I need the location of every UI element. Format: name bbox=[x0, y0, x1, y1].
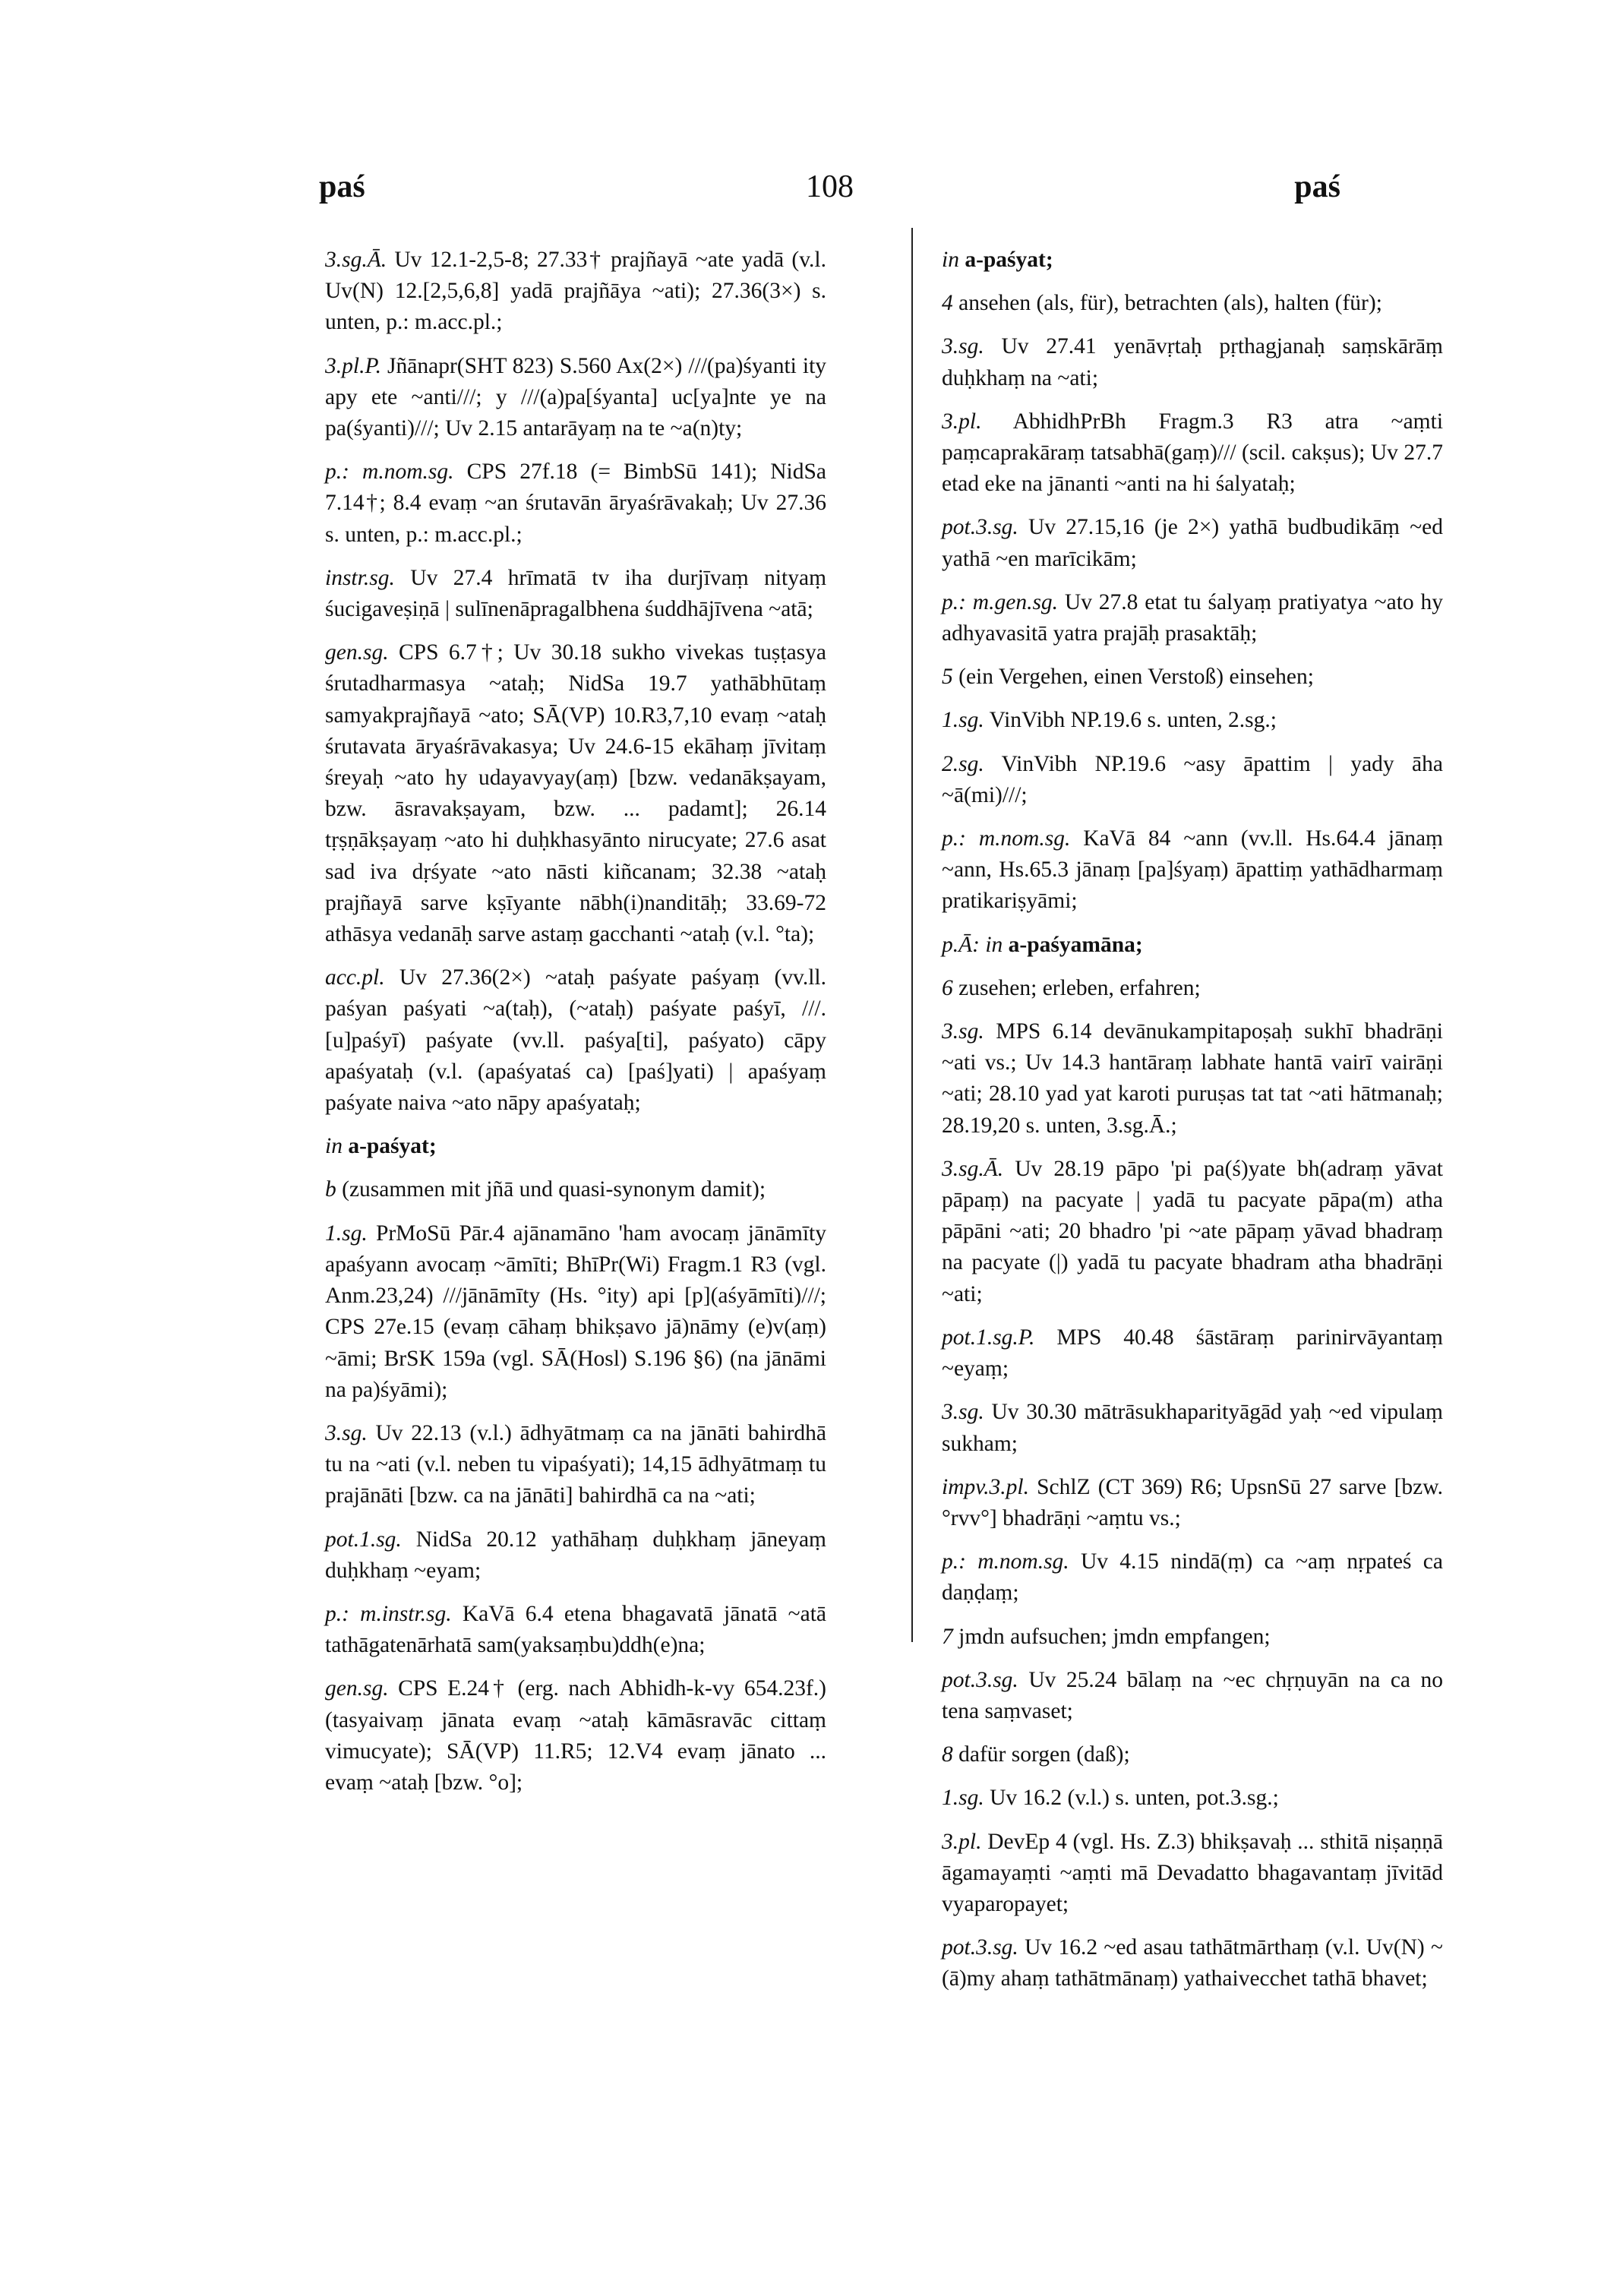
entry-text: Uv 4.15 nindā(ṃ) ca ~aṃ nṛpateś ca daṇḍaṃ; bbox=[942, 1549, 1443, 1606]
dictionary-entry bbox=[325, 1673, 826, 1799]
dictionary-entry bbox=[942, 1322, 1443, 1385]
entry-text: Uv 27.4 hrīmatā tv iha durjīvaṃ nityaṃ śucigaveṣiṇā | sulīnenāpragalbhena śuddhājīvena ~atā; bbox=[325, 565, 827, 622]
entry-label: 3.pl. bbox=[942, 1829, 982, 1854]
entry-text: CPS 27f.18 (= BimbSū 141); NidSa 7.14†; 8.4 evaṃ ~an śrutavān āryaśrāvakaḥ; Uv 27.36 s. unten, p.: m.acc.pl.; bbox=[325, 460, 826, 547]
entry-text: Jñānapr(SHT 823) S.560 Ax(2×) ///(pa)śyanti ity apy ete ~anti///; y ///(a)pa[śyanta] uc[ya]nte ye na pa(śyanti)///; Uv 2.15 antarāyaṃ na te ~a(n)ty; bbox=[325, 353, 827, 441]
entry-label: b bbox=[325, 1177, 336, 1202]
dictionary-entry bbox=[942, 1783, 1443, 1814]
dictionary-entry bbox=[325, 1174, 826, 1205]
dictionary-entry bbox=[325, 351, 826, 445]
entry-text: DevEp 4 (vgl. Hs. Z.3) bhikṣavaḥ ... sthitā niṣaṇṇā āgamayaṃti ~aṃti mā Devadatto bhagavantaṃ jīvitād vyaparopayet; bbox=[942, 1829, 1444, 1916]
entry-text: CPS E.24† (erg. nach Abhidh-k-vy 654.23f.) (tasyaivaṃ jānata evaṃ ~ataḥ kāmāsravāc cittaṃ vimucyate); SĀ(VP) 11.R5; 12.V4 evaṃ jānato ... evaṃ ~ataḥ [bzw. °o]; bbox=[325, 1676, 826, 1795]
entry-label: instr.sg. bbox=[325, 565, 395, 590]
column-divider bbox=[911, 228, 913, 1642]
dictionary-entry bbox=[942, 288, 1443, 319]
entry-label: 6 bbox=[942, 975, 953, 1000]
entry-text: NidSa 20.12 yathāhaṃ duḥkhaṃ jāneyaṃ duḥkhaṃ ~eyam; bbox=[325, 1527, 826, 1583]
entry-text: jmdn aufsuchen; jmdn empfangen; bbox=[958, 1624, 1271, 1649]
dictionary-entry bbox=[325, 1218, 826, 1406]
entry-label: 3.pl. bbox=[942, 409, 982, 434]
dictionary-entry bbox=[942, 1472, 1443, 1534]
right-column bbox=[942, 245, 1443, 2007]
page-number: 108 bbox=[806, 169, 854, 204]
entry-text: Uv 27.36(2×) ~ataḥ paśyate paśyaṃ (vv.ll. paśyan paśyati ~a(taḥ), (~ataḥ) paśyate paśyī, ///.[u]paśyī) paśyate (vv.ll. paśya[ti], paśyato) cāpy apaśyataḥ (v.l. (apaśyataś ca) [paś]yati) | apaśyaṃ paśyate naiva ~ato nāpy apaśyataḥ; bbox=[325, 965, 826, 1116]
entry-text: MPS 6.14 devānukampitapoṣaḥ sukhī bhadrāṇi ~ati vs.; Uv 14.3 hantāraṃ labhate hantā vairī vairāṇi ~ati; 28.10 yad yat karoti puruṣas tat tat ~ati hātmanaḥ; 28.19,20 s. unten, 3.sg.Ā.; bbox=[942, 1019, 1443, 1138]
dictionary-entry bbox=[942, 1622, 1443, 1653]
entry-label: p.: m.nom.sg. bbox=[942, 1549, 1069, 1574]
entry-text: Uv 27.15,16 (je 2×) yathā budbudikāṃ ~ed yathā ~en marīcikām; bbox=[942, 515, 1443, 571]
entry-label: p.: m.nom.sg. bbox=[325, 460, 454, 485]
dictionary-entry bbox=[942, 1154, 1443, 1310]
entry-label: 3.sg. bbox=[942, 1019, 984, 1044]
entry-text: CPS 6.7†; Uv 30.18 sukho vivekas tuṣṭasya śrutadharmasya ~ataḥ; NidSa 19.7 yathābhūtaṃ samyakprajñayā ~ato; SĀ(VP) 10.R3,7,10 evaṃ ~ataḥ śrutavata āryaśrāvakasya; Uv 24.6-15 ekāhaṃ jīvitaṃ śreyaḥ ~ato hy udayavyay(aṃ) [bzw. vedanākṣayam, bzw. āsravakṣayam, bzw. ... padamt]; 26.14 tṛṣṇākṣayaṃ ~ato hi duḥkhasyānto nirucyate; 27.6 asat sad iva dṛśyate ~ato nāsti kiñcanam; 32.38 ~ataḥ prajñayā sarve kṣīyante nābh(i)nanditāḥ; 33.69-72 athāsya vedanāḥ sarve astaṃ gacchanti ~ataḥ (v.l. °ta); bbox=[325, 640, 826, 947]
entry-text: (zusammen mit jñā und quasi-synonym damit); bbox=[342, 1177, 766, 1202]
entry-text: Uv 16.2 ~ed asau tathātmārthaṃ (v.l. Uv(N) ~(ā)my ahaṃ tathātmānaṃ) yathaivecchet tathā bhavet; bbox=[942, 1935, 1444, 1991]
entry-text: dafür sorgen (daß); bbox=[958, 1742, 1130, 1767]
entry-text: a-paśyat; bbox=[965, 248, 1053, 272]
entry-text: Uv 27.8 etat tu śalyaṃ pratiyatya ~ato hy adhyavasitā yatra prajāḥ prasaktāḥ; bbox=[942, 589, 1443, 646]
dictionary-entry bbox=[942, 705, 1443, 736]
dictionary-entry bbox=[942, 1397, 1443, 1459]
entry-label: in bbox=[942, 248, 959, 272]
entry-label: gen.sg. bbox=[325, 1676, 389, 1701]
entry-label: in bbox=[325, 1134, 343, 1159]
entry-label: 5 bbox=[942, 665, 953, 690]
dictionary-entry bbox=[942, 1016, 1443, 1142]
entry-label: 1.sg. bbox=[942, 1786, 984, 1811]
dictionary-entry bbox=[942, 1739, 1443, 1770]
entry-label: pot.1.sg.P. bbox=[942, 1325, 1035, 1350]
entry-text: Uv 22.13 (v.l.) ādhyātmaṃ ca na jānāti bahirdhā tu na ~ati (v.l. neben tu vipaśyati); 14,15 ādhyātmaṃ tu prajānāti [bzw. ca na jānāti] bahirdhā ca na ~ati; bbox=[325, 1420, 827, 1508]
entry-text: Uv 27.41 yenāvṛtaḥ pṛthagjanaḥ saṃskārāṃ duḥkhaṃ na ~ati; bbox=[942, 334, 1443, 390]
dictionary-entry bbox=[325, 563, 826, 625]
entry-label: p.: m.gen.sg. bbox=[942, 589, 1059, 614]
entry-text: PrMoSū Pār.4 ajānamāno 'ham avocaṃ jānāmīty apaśyann avocaṃ ~āmīti; BhīPr(Wi) Fragm.1 R3 (vgl. Anm.23,24) ///jānāmīty (Hs. °ity) api [p](aśyāmīti)///; CPS 27e.15 (evaṃ cāhaṃ bhikṣavo jā)nāmy (e)v(aṃ) ~āmi; BrSK 159a (vgl. SĀ(Hosl) S.196 §6) (na jānāmi na pa)śyāmi); bbox=[325, 1221, 827, 1402]
dictionary-entry bbox=[942, 823, 1443, 917]
entry-label: 3.sg.Ā. bbox=[325, 248, 387, 272]
page-header bbox=[319, 169, 1340, 207]
entry-text: VinVibh NP.19.6 ~asy āpattim | yady āha ~ā(mi)///; bbox=[942, 751, 1443, 807]
entry-label: 3.sg. bbox=[942, 334, 984, 359]
entry-label: 7 bbox=[942, 1624, 953, 1649]
entry-text: KaVā 6.4 etena bhagavatā jānatā ~atā tathāgatenārhatā sam(yaksaṃbu)ddh(e)na; bbox=[325, 1601, 826, 1658]
dictionary-entry bbox=[325, 456, 826, 551]
entry-label: p.Ā: in bbox=[942, 932, 1003, 957]
entry-text: VinVibh NP.19.6 s. unten, 2.sg.; bbox=[989, 708, 1277, 733]
entry-text: (ein Vergehen, einen Verstoß) einsehen; bbox=[958, 665, 1314, 690]
entry-label: pot.3.sg. bbox=[942, 1667, 1018, 1692]
dictionary-entry bbox=[325, 245, 826, 339]
header-right-headword: paś bbox=[1294, 169, 1340, 204]
dictionary-entry bbox=[325, 962, 826, 1119]
dictionary-entry bbox=[942, 662, 1443, 693]
entry-label: 3.sg.Ā. bbox=[942, 1156, 1004, 1181]
left-column bbox=[325, 245, 826, 1811]
entry-text: ansehen (als, für), betrachten (als), halten (für); bbox=[958, 291, 1382, 316]
entry-text: Uv 12.1-2,5-8; 27.33† prajñayā ~ate yadā (v.l. Uv(N) 12.[2,5,6,8] yadā prajñāya ~ati); 27.36(3×) s. unten, p.: m.acc.pl.; bbox=[325, 248, 826, 335]
dictionary-entry bbox=[942, 1827, 1443, 1921]
entry-label: acc.pl. bbox=[325, 965, 385, 990]
entry-label: pot.3.sg. bbox=[942, 515, 1018, 540]
entry-label: 1.sg. bbox=[942, 708, 984, 733]
dictionary-entry bbox=[942, 1546, 1443, 1609]
dictionary-entry bbox=[942, 1932, 1443, 1994]
entry-label: 3.sg. bbox=[942, 1400, 984, 1425]
dictionary-entry bbox=[325, 1418, 826, 1512]
entry-text: KaVā 84 ~ann (vv.ll. Hs.64.4 jānaṃ ~ann, Hs.65.3 jānaṃ [pa]śyaṃ) āpattiṃ yathādharmaṃ pratikariṣyāmi; bbox=[942, 826, 1444, 914]
dictionary-entry bbox=[942, 587, 1443, 649]
entry-label: pot.3.sg. bbox=[942, 1935, 1018, 1960]
entry-text: Uv 30.30 mātrāsukhaparityāgād yaḥ ~ed vipulaṃ sukham; bbox=[942, 1400, 1444, 1456]
entry-label: pot.1.sg. bbox=[325, 1527, 402, 1552]
entry-text: zusehen; erleben, erfahren; bbox=[958, 975, 1201, 1000]
entry-text: Uv 25.24 bālaṃ na ~ec chṛṇuyān na ca no tena saṃvaset; bbox=[942, 1667, 1444, 1723]
dictionary-entry bbox=[942, 1665, 1443, 1727]
entry-label: impv.3.pl. bbox=[942, 1474, 1029, 1499]
entry-text: Uv 16.2 (v.l.) s. unten, pot.3.sg.; bbox=[990, 1786, 1279, 1811]
entry-text: a-paśyamāna; bbox=[1008, 932, 1143, 957]
entry-label: p.: m.nom.sg. bbox=[942, 826, 1071, 851]
entry-text: a-paśyat; bbox=[348, 1134, 437, 1159]
entry-label: gen.sg. bbox=[325, 640, 389, 665]
entry-text: MPS 40.48 śāstāraṃ parinirvāyantaṃ ~eyaṃ; bbox=[942, 1325, 1444, 1382]
entry-label: 2.sg. bbox=[942, 751, 984, 776]
header-left-headword: paś bbox=[319, 169, 365, 204]
entry-text: Uv 28.19 pāpo 'pi pa(ś)yate bh(adraṃ yāvat pāpaṃ) na pacyate | yadā tu pacyate pāpa(m) atha pāpāni ~ati; 20 bhadro 'pi ~ate pāpaṃ yāvad bhadraṃ na pacyate (|) yadā tu pacyate bhadram atha bhadrāṇi ~ati; bbox=[942, 1156, 1443, 1306]
entry-label: 8 bbox=[942, 1742, 953, 1767]
dictionary-entry bbox=[325, 1524, 826, 1587]
entry-text: AbhidhPrBh Fragm.3 R3 atra ~aṃti paṃcaprakāraṃ tatsabhā(gaṃ)/// (scil. cakṣus); Uv 27.7 etad eke na jānanti ~anti na hi śalyataḥ; bbox=[942, 409, 1444, 497]
entry-text: SchlZ (CT 369) R6; UpsnSū 27 sarve [bzw. °rvv°] bhadrāṇi ~aṃtu vs.; bbox=[942, 1474, 1443, 1530]
dictionary-entry bbox=[942, 331, 1443, 393]
dictionary-entry bbox=[325, 637, 826, 950]
dictionary-entry bbox=[942, 512, 1443, 574]
dictionary-entry bbox=[942, 973, 1443, 1004]
dictionary-entry bbox=[942, 749, 1443, 811]
entry-label: 4 bbox=[942, 291, 953, 316]
dictionary-entry bbox=[325, 1599, 826, 1661]
entry-label: p.: m.instr.sg. bbox=[325, 1601, 452, 1626]
entry-label: 1.sg. bbox=[325, 1221, 368, 1246]
entry-label: 3.pl.P. bbox=[325, 353, 382, 378]
dictionary-entry bbox=[942, 245, 1443, 276]
dictionary-entry bbox=[942, 406, 1443, 501]
dictionary-entry bbox=[325, 1131, 826, 1162]
dictionary-entry bbox=[942, 930, 1443, 961]
entry-label: 3.sg. bbox=[325, 1420, 368, 1445]
